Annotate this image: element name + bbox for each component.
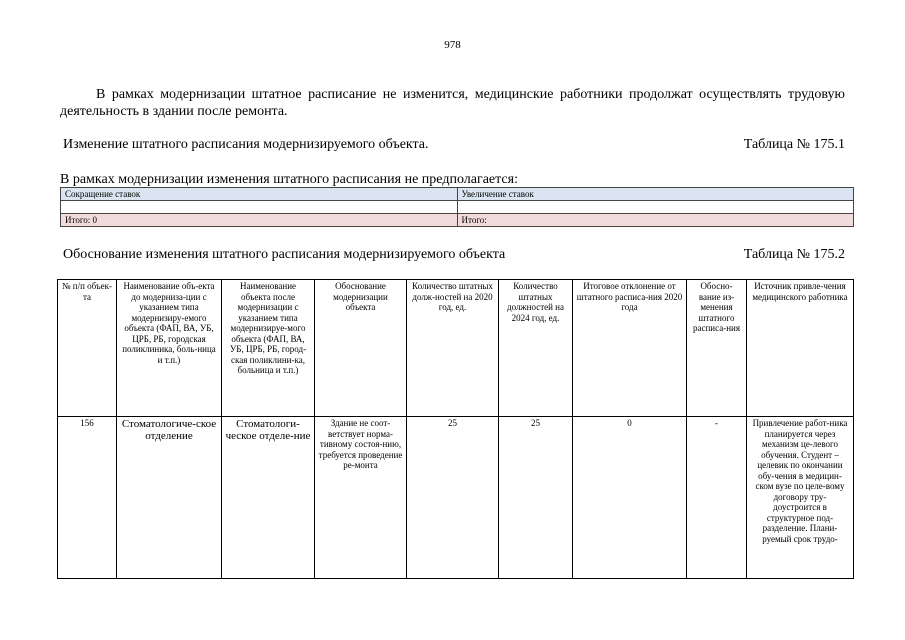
cell-deviation: 0: [573, 417, 687, 579]
justification-table: [57, 279, 854, 579]
cell-source: Привлечение работ-ника планируется через механизм це-левого обучения. Студент – целевик по окончании обу-чения в медицин-ском вузе по целе-вому договору тру-доустроится в структурное под-разделение. Плани-руемый срок трудо-: [747, 417, 854, 579]
table2-title: Обоснование изменения штатного расписания модернизируемого объекта: [63, 247, 506, 262]
cell-name-before: Стоматологиче-ское отделение: [117, 417, 222, 579]
intro-paragraph: В рамках модернизации штатное расписание не изменится, медицинские работники продолжат осуществлять трудовую деятельность в здании после ремонта.: [60, 87, 845, 119]
cell-staff-2020: 25: [407, 417, 499, 579]
col-header-source: Источник привле-чения медицинского работника: [747, 280, 854, 417]
table-row: [58, 417, 854, 579]
table2-number: Таблица № 175.2: [743, 247, 845, 262]
table-header-row: [58, 280, 854, 417]
col-header-num: № п/п объек-та: [58, 280, 117, 417]
table1-note: В рамках модернизации изменения штатного расписания не предполагается:: [60, 172, 518, 187]
table2-heading: [63, 247, 845, 263]
cell-justification: Здание не соот-ветствует норма-тивному состоя-нию, требуется проведение ре-монта: [315, 417, 407, 579]
table1-heading: [63, 137, 845, 153]
col-header-staff-2024: Количество штатных должностей на 2024 год, ед.: [499, 280, 573, 417]
cell-num: 156: [58, 417, 117, 579]
col-header-change-reason: Обосно-вание из-менения штатного расписа-ния: [687, 280, 747, 417]
page-number: 978: [444, 39, 461, 51]
col-header-deviation: Итоговое отклонение от штатного расписа-ния 2020 года: [573, 280, 687, 417]
increase-cell: [457, 201, 854, 214]
col-header-justification: Обоснование модернизации объекта: [315, 280, 407, 417]
table1-number: Таблица № 175.1: [743, 137, 845, 152]
cell-staff-2024: 25: [499, 417, 573, 579]
staff-change-table: [60, 187, 854, 227]
cell-change-reason: -: [687, 417, 747, 579]
reduction-cell: [61, 201, 458, 214]
increase-header: Увеличение ставок: [457, 188, 854, 201]
reduction-header: Сокращение ставок: [61, 188, 458, 201]
col-header-name-after: Наименование объекта после модернизации с указанием типа модернизируе-мого объекта (ФАП, ВА, УБ, ЦРБ, РБ, город-ская поликлини-ка, больница и т.п.): [222, 280, 315, 417]
cell-name-after: Стоматологи-ческое отделе-ние: [222, 417, 315, 579]
table1-title: Изменение штатного расписания модернизируемого объекта.: [63, 137, 429, 152]
col-header-name-before: Наименование объ-екта до модерниза-ции с указанием типа модернизиру-емого объекта (ФАП, ВА, УБ, ЦРБ, РБ, городская поликлиника, боль-ница и т.п.): [117, 280, 222, 417]
reduction-total: Итого: 0: [61, 214, 458, 227]
increase-total: Итого:: [457, 214, 854, 227]
col-header-staff-2020: Количество штатных долж-ностей на 2020 год, ед.: [407, 280, 499, 417]
